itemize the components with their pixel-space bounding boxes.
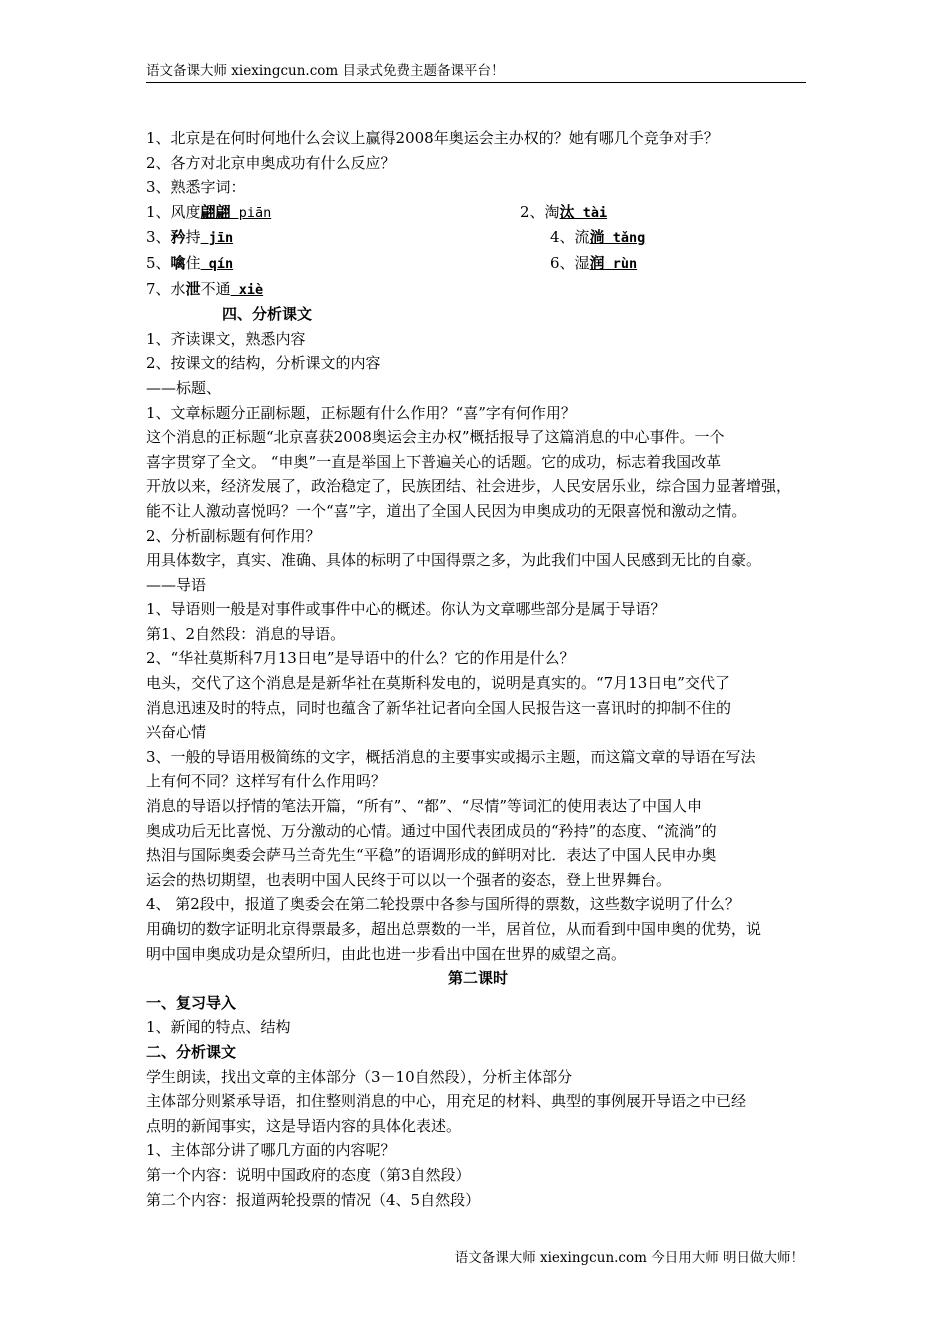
text-line: 运会的热切期望，也表明中国人民终于可以以一个强者的姿态，登上世界舞台。 bbox=[146, 870, 672, 889]
text-line: 这个消息的正标题“北京喜获2008奥运会主办权”概括报导了这篇消息的中心事件。一个 bbox=[146, 428, 725, 447]
vocab-row bbox=[146, 277, 810, 303]
vocab-pinyin: piān bbox=[230, 204, 272, 221]
text-line: 热泪与国际奥委会萨马兰奇先生“平稳”的语调形成的鲜明对比．表达了中国人民申办奥 bbox=[146, 846, 717, 865]
text-line: 点明的新闻事实，这是导语内容的具体化表述。 bbox=[146, 1116, 462, 1135]
text-line: 用确切的数字证明北京得票最多，超出总票数的一半，居首位，从而看到中国申奥的优势，说 bbox=[146, 920, 762, 938]
text-line: 第二个内容：报道两轮投票的情况（4、5自然段） bbox=[146, 1190, 481, 1209]
text-line: 主体部分则紧承导语，扣住整则消息的中心，用充足的材料、典型的事例展开导语之中已经 bbox=[146, 1092, 747, 1111]
vocab-word: 矜 bbox=[170, 228, 186, 247]
vocab-word: 润 bbox=[589, 253, 605, 272]
text-line: 消息的导语以抒情的笔法开篇，“所有”、“都”、“尽情”等词汇的使用表达了中国人申 bbox=[146, 797, 703, 816]
text-line: 第1、2自然段：消息的导语。 bbox=[146, 624, 346, 643]
text-line: 1、文章标题分正副标题，正标题有什么作用？“喜”字有何作用？ bbox=[146, 403, 576, 422]
vocab-item: 2、淘汰 tài bbox=[520, 202, 608, 221]
lesson-heading: 第二课时 bbox=[447, 969, 508, 988]
vocab-word: 噙 bbox=[170, 253, 186, 272]
text-line: 开放以来，经济发展了，政治稳定了，民族团结、社会进步，人民安居乐业，综合国力显著增强， bbox=[146, 477, 792, 496]
text-line: 1、齐读课文，熟悉内容 bbox=[146, 329, 306, 348]
text-line: 用具体数字，真实、准确、具体的标明了中国得票之多，为此我们中国人民感到无比的自豪。 bbox=[146, 551, 762, 570]
text-line: 电头，交代了这个消息是是新华社在莫斯科发电的，说明是真实的。“7月13日电”交代了 bbox=[146, 674, 730, 693]
text-line: 2、分析副标题有何作用？ bbox=[146, 526, 321, 545]
vocab-word: 泄 bbox=[185, 279, 201, 298]
text-line: 兴奋心情 bbox=[146, 723, 207, 742]
vocab-item: 3、矜持 jīn bbox=[146, 228, 234, 247]
vocab-item: 7、水泄不通 xiè bbox=[146, 279, 264, 298]
section-heading: 一、复习导入 bbox=[146, 993, 237, 1012]
vocab-word: 翩翩 bbox=[200, 202, 231, 221]
vocab-pinyin: jīn bbox=[200, 230, 234, 247]
text-line: 消息迅速及时的特点，同时也蕴含了新华社记者向全国人民报告这一喜讯时的抑制不住的 bbox=[146, 698, 732, 717]
text-line: 学生朗读，找出文章的主体部分（3－10自然段），分析主体部分 bbox=[146, 1067, 573, 1086]
text-line: 2、按课文的结构，分析课文的内容 bbox=[146, 354, 381, 373]
vocab-pinyin: tǎng bbox=[604, 230, 646, 247]
text-line: 4、 第2段中，报道了奥委会在第二轮投票中各参与国所得的票数，这些数字说明了什么？ bbox=[146, 895, 740, 914]
vocab-word: 汰 bbox=[559, 202, 575, 221]
page-footer: 语文备课大师 xiexingcun.com 今日用大师 明日做大师！ bbox=[454, 1250, 804, 1266]
text-line: ——导语 bbox=[146, 575, 207, 594]
vocab-row bbox=[146, 225, 810, 251]
vocab-item: 1、风度翩翩 piān bbox=[146, 202, 272, 221]
text-line: 1、北京是在何时何地什么会议上赢得2008年奥运会主办权的？她有哪几个竞争对手？ bbox=[146, 129, 719, 147]
vocab-row bbox=[146, 251, 810, 277]
text-line: 奥成功后无比喜悦、万分激动的心情。通过中国代表团成员的“矜持”的态度、“流淌”的 bbox=[146, 821, 717, 840]
text-line: 2、各方对北京申奥成功有什么反应？ bbox=[146, 153, 396, 172]
text-line: 3、一般的导语用极简练的文字，概括消息的主要事实或揭示主题，而这篇文章的导语在写法 bbox=[146, 747, 756, 766]
text-line: 1、新闻的特点、结构 bbox=[146, 1018, 291, 1037]
document-body bbox=[146, 126, 810, 1212]
text-line: 明中国申奥成功是众望所归，由此也进一步看出中国在世界的威望之高。 bbox=[146, 944, 627, 963]
text-line: 1、导语则一般是对事件或事件中心的概述。你认为文章哪些部分是属于导语？ bbox=[146, 600, 666, 619]
text-line: 2、“华社莫斯科7月13日电”是导语中的什么？它的作用是什么？ bbox=[146, 649, 575, 668]
text-line: 1、主体部分讲了哪几方面的内容呢？ bbox=[146, 1141, 396, 1160]
vocab-pinyin: rùn bbox=[604, 255, 638, 272]
text-line: 能不让人激动喜悦吗？一个“喜”字，道出了全国人民因为申奥成功的无限喜悦和激动之情。 bbox=[146, 501, 747, 520]
vocab-item: 6、湿润 rùn bbox=[550, 253, 638, 272]
text-line: ——标题、 bbox=[146, 378, 222, 397]
text-line: 第一个内容：说明中国政府的态度（第3自然段） bbox=[146, 1165, 471, 1184]
vocab-pinyin: xiè bbox=[230, 281, 264, 298]
section-heading: 四、分析课文 bbox=[222, 305, 313, 324]
page-header: 语文备课大师 xiexingcun.com 目录式免费主题备课平台！ bbox=[146, 62, 806, 83]
vocab-pinyin: tài bbox=[574, 204, 608, 221]
vocab-word: 淌 bbox=[589, 228, 605, 247]
vocab-item: 5、噙住 qín bbox=[146, 253, 234, 272]
section-heading: 二、分析课文 bbox=[146, 1042, 237, 1061]
vocab-pinyin: qín bbox=[200, 255, 234, 272]
vocab-row bbox=[146, 200, 810, 226]
text-line: 喜字贯穿了全文。 “申奥”一直是举国上下普遍关心的话题。它的成功，标志着我国改革 bbox=[146, 452, 722, 471]
text-line: 上有何不同？这样写有什么作用吗？ bbox=[146, 772, 387, 791]
vocab-item: 4、流淌 tǎng bbox=[550, 228, 646, 247]
text-line: 3、熟悉字词： bbox=[146, 178, 246, 197]
